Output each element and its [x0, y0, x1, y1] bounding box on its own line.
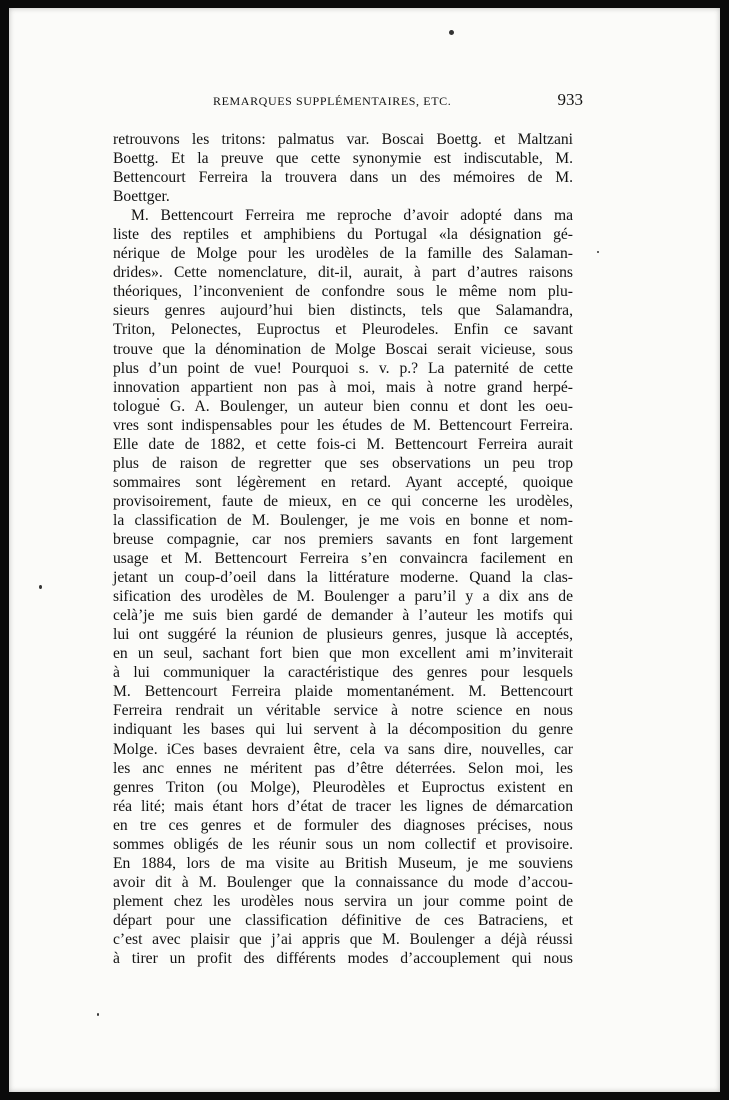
text-line: à lui communiquer la caractéristique des genres pour lesquels [113, 664, 573, 682]
text-line: départ pour une classification définitive de ces Batraciens, et [113, 911, 573, 929]
text-line: en tre ces genres et de formuler des diagnoses précises, nous [113, 816, 573, 834]
text-line: en un seul, sachant fort bien que mon excellent ami m’inviterait [113, 645, 573, 663]
text-line: c’est avec plaisir que j’ai appris que M. Boulenger a déjà réussi [113, 930, 573, 948]
text-line: drides». Cette nomenclature, dit-il, aurait, à part d’autres raisons [113, 264, 573, 282]
text-line: les anc ennes ne méritent pas d’être déterrées. Selon moi, les [113, 759, 573, 777]
print-speck [97, 1013, 99, 1016]
text-line: breuse compagnie, car nos premiers savants en font largement [113, 530, 573, 548]
text-line: sification des urodèles de M. Boulenger a paru’il y a dix ans de [113, 588, 573, 606]
text-line: Molge. iCes bases devraient être, cela va sans dire, nouvelles, car [113, 740, 573, 758]
text-line: M. Bettencourt Ferreira me reproche d’avoir adopté dans ma [131, 207, 573, 225]
text-line: Bettencourt Ferreira la trouvera dans un des mémoires de M. [113, 169, 573, 187]
text-line: lui ont suggéré la réunion de plusieurs genres, jusque là acceptés, [113, 626, 573, 644]
text-line: à tirer un profit des différents modes d’accouplement qui nous [113, 950, 573, 968]
text-line: sommaires sont légèrement en retard. Ayant accepté, quoique [113, 473, 573, 491]
text-line: genres Triton (ou Molge), Pleurodèles et Euproctus existent en [113, 778, 573, 796]
text-line: plus d’un point de vue! Pourquoi s. v. p.? La paternité de cette [113, 359, 573, 377]
print-speck [39, 585, 42, 589]
text-line: trouve que la dénomination de Molge Boscai serait vicieuse, sous [113, 340, 573, 358]
text-line: provisoirement, faute de mieux, en ce qui concerne les urodèles, [113, 492, 573, 510]
text-line: théoriques, l’inconvenient de confondre sous le même nom plu- [113, 283, 573, 301]
print-speck [597, 251, 599, 253]
text-line: avoir dit à M. Boulenger que la connaissance du mode d’accou- [113, 873, 573, 891]
text-line: nérique de Molge pour les urodèles de la famille des Salaman- [113, 245, 573, 263]
text-line: liste des reptiles et amphibiens du Portugal «la désignation gé- [113, 226, 573, 244]
text-line: tologue G. A. Boulenger, un auteur bien connu et dont les oeu- [113, 397, 573, 415]
page-header [213, 90, 583, 112]
running-title: REMARQUES SUPPLÉMENTAIRES, ETC. [213, 94, 452, 108]
text-line: innovation appartient non pas à moi, mais à notre grand herpé- [113, 378, 573, 396]
text-line: Boettger. [113, 188, 170, 206]
text-line: Triton, Pelonectes, Euproctus et Pleurodeles. Enfin ce savant [113, 321, 573, 339]
text-line: celà’je me suis bien gardé de demander à l’auteur les motifs qui [113, 607, 573, 625]
page-number: 933 [557, 90, 583, 109]
text-line: plement chez les urodèles nous servira un jour comme point de [113, 892, 573, 910]
text-line: indiquant les bases qui lui servent à la décomposition du genre [113, 721, 573, 739]
text-line: la classification de M. Boulenger, je me vois en bonne et nom- [113, 511, 573, 529]
body-text [113, 130, 573, 968]
text-line: retrouvons les tritons: palmatus var. Boscai Boettg. et Maltzani [113, 131, 573, 148]
text-line: vres sont indispensables pour les études de M. Bettencourt Ferreira. [113, 416, 573, 434]
text-line: M. Bettencourt Ferreira plaide momentanément. M. Bettencourt [113, 683, 573, 701]
text-line: plus de raison de regretter que ses observations un peu trop [113, 454, 573, 472]
text-line: Ferreira rendrait un véritable service à notre science en nous [113, 702, 573, 720]
print-speck [449, 30, 454, 35]
text-line: sieurs genres aujourd’hui bien distincts, tels que Salamandra, [113, 302, 573, 320]
text-line: réa lité; mais étant hors d’état de tracer les lignes de démarcation [113, 797, 573, 815]
text-line: usage et M. Bettencourt Ferreira s’en convaincra facilement en [113, 550, 573, 568]
text-line: En 1884, lors de ma visite au British Museum, je me souviens [113, 854, 573, 872]
text-line: Elle date de 1882, et cette fois-ci M. Bettencourt Ferreira aurait [113, 435, 573, 453]
text-line: jetant un coup-d’oeil dans la littérature moderne. Quand la clas- [113, 569, 573, 587]
text-line: Boettg. Et la preuve que cette synonymie est indiscutable, M. [113, 150, 573, 168]
text-line: sommes obligés de les réunir sous un nom collectif et provisoire. [113, 835, 573, 853]
